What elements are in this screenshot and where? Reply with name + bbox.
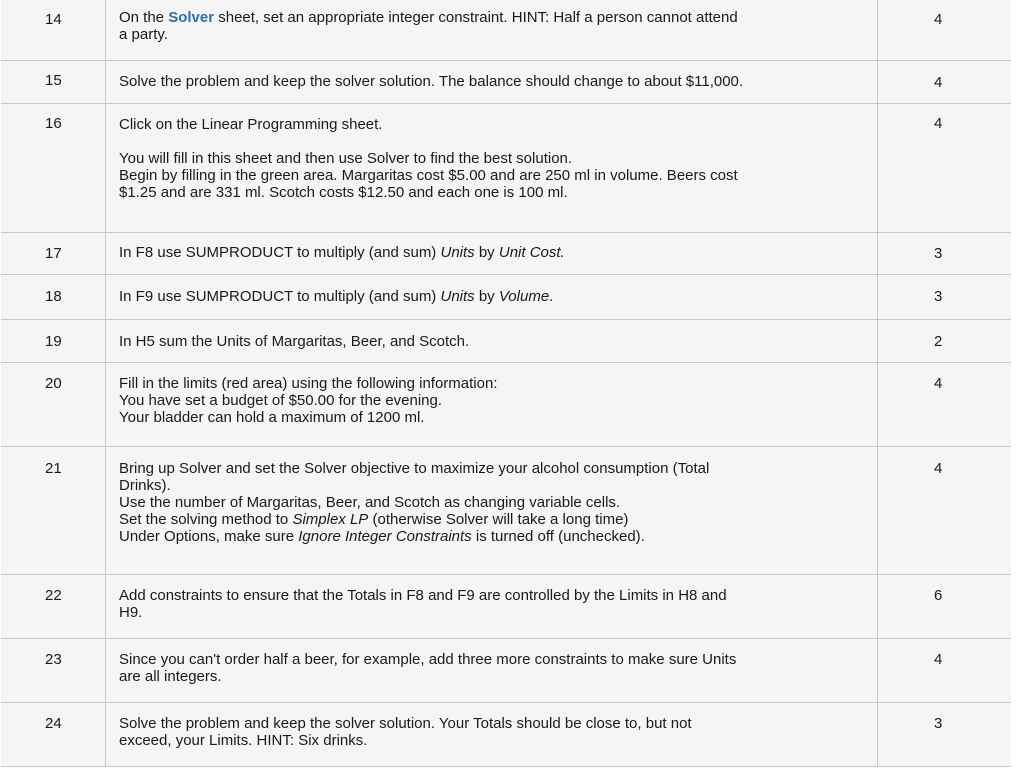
task-description-cell: Click on the Linear Programming sheet. You will fill in this sheet and then use Solver to find the best solution. Begin by filling in the green area. Margaritas cost $5.00 and are 250 ml in volume. Beers cost $1.25 and are 331 ml. Scotch costs $12.50 and each one is 100 ml.	[106, 104, 878, 232]
task-number-cell: 22	[1, 575, 106, 638]
points-cell: 4	[934, 11, 943, 28]
points-cell: 6	[934, 587, 943, 604]
table-row	[1, 275, 1011, 320]
points-cell: 3	[934, 288, 943, 305]
task-number-cell: 19	[1, 320, 106, 362]
task-number-cell: 16	[1, 104, 106, 232]
table-row	[1, 363, 1011, 447]
task-description-cell: In F8 use SUMPRODUCT to multiply (and sum) Units by Unit Cost.	[106, 233, 878, 274]
points-cell: 4	[934, 375, 943, 392]
task-number-cell: 23	[1, 639, 106, 702]
task-number-cell: 14	[1, 0, 106, 60]
table-row	[1, 0, 1011, 61]
task-description-cell: Solve the problem and keep the solver solution. Your Totals should be close to, but not exceed, your Limits. HINT: Six drinks.	[106, 703, 878, 766]
solver-link: Solver	[168, 9, 215, 26]
table-row	[1, 447, 1011, 575]
task-description-cell: Bring up Solver and set the Solver objective to maximize your alcohol consumption (Total Drinks). Use the number of Margaritas, Beer, and Scotch as changing variable cells. Set the solving method to Simplex LP (otherwise Solver will take a long time) Under Options, make sure Ignore Integer Constraints is turned off (unchecked).	[106, 447, 878, 574]
task-description-cell: On the Solver sheet, set an appropriate integer constraint. HINT: Half a person cannot attend a party.	[106, 0, 878, 60]
points-cell: 4	[934, 74, 943, 91]
task-description-cell: In F9 use SUMPRODUCT to multiply (and sum) Units by Volume.	[106, 275, 878, 319]
table-row	[1, 639, 1011, 703]
table-row	[1, 703, 1011, 767]
task-number-cell: 17	[1, 233, 106, 274]
task-description-cell: Since you can't order half a beer, for example, add three more constraints to make sure Units are all integers.	[106, 639, 878, 702]
points-cell: 4	[934, 651, 943, 668]
task-description-cell: Add constraints to ensure that the Totals in F8 and F9 are controlled by the Limits in H8 and H9.	[106, 575, 878, 638]
task-description-cell: Solve the problem and keep the solver solution. The balance should change to about $11,000.	[106, 61, 878, 103]
task-description-cell: Fill in the limits (red area) using the following information: You have set a budget of $50.00 for the evening. Your bladder can hold a maximum of 1200 ml.	[106, 363, 878, 446]
table-row	[1, 320, 1011, 363]
task-number-cell: 24	[1, 703, 106, 766]
points-cell: 4	[934, 460, 943, 477]
table-row	[1, 104, 1011, 233]
task-description-cell: In H5 sum the Units of Margaritas, Beer, and Scotch.	[106, 320, 878, 362]
table-row	[1, 61, 1011, 104]
table-row	[1, 575, 1011, 639]
task-number-cell: 18	[1, 275, 106, 319]
table-row	[1, 233, 1011, 275]
points-cell: 3	[934, 245, 943, 262]
points-cell: 4	[934, 115, 943, 132]
points-cell: 2	[934, 333, 943, 350]
task-number-cell: 20	[1, 363, 106, 446]
task-number-cell: 21	[1, 447, 106, 574]
points-cell: 3	[934, 715, 943, 732]
task-number-cell: 15	[1, 61, 106, 103]
